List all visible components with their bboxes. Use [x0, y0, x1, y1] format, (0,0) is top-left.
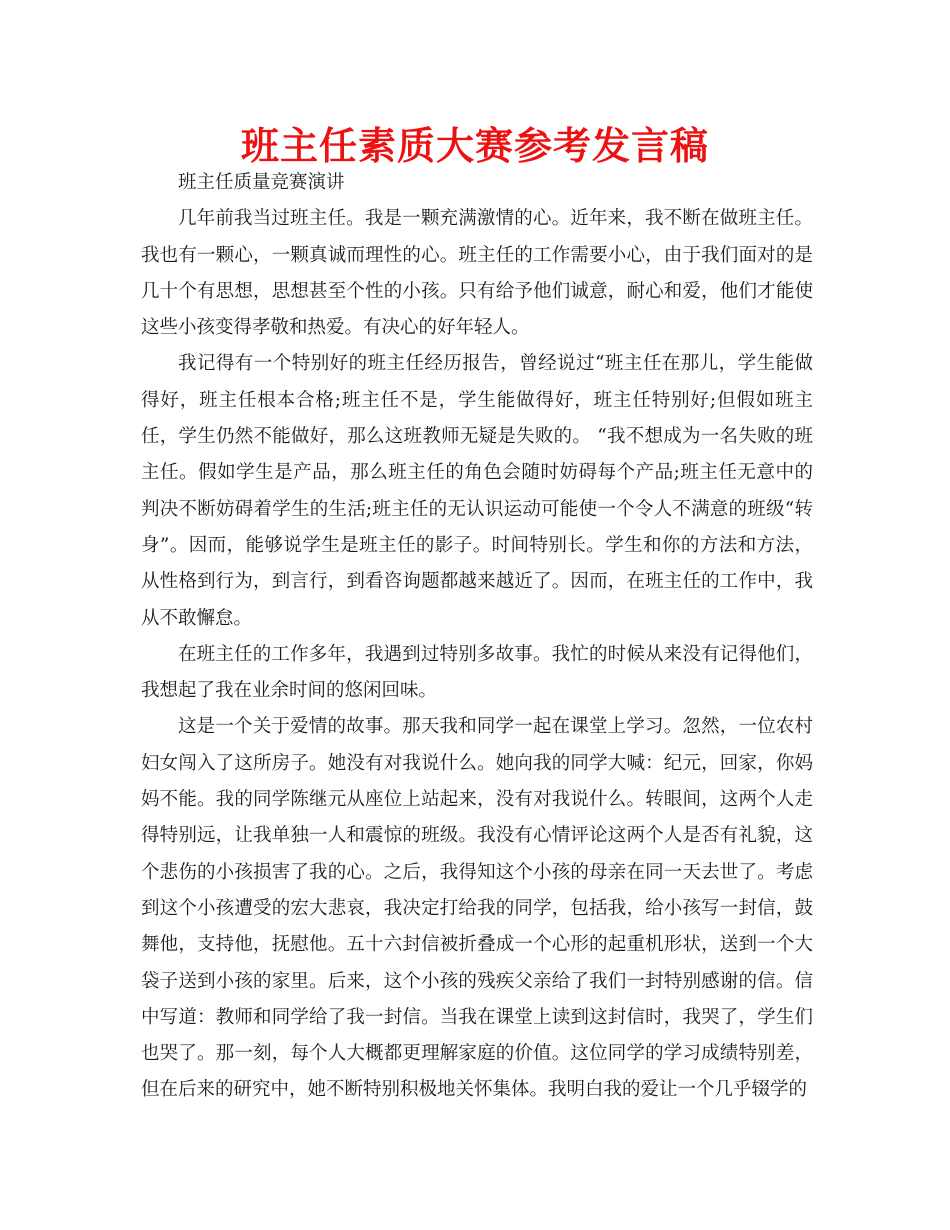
paragraph-3: 在班主任的工作多年，我遇到过特别多故事。我忙的时候从来没有记得他们，我想起了我在业余时间的悠闲回味。: [141, 643, 813, 702]
document-subtitle: 班主任质量竞赛演讲: [178, 172, 345, 193]
paragraph-2: 我记得有一个特别好的班主任经历报告，曾经说过“班主任在那儿，学生能做得好，班主任根本合格;班主任不是，学生能做得好，班主任特别好;但假如班主任，学生仍然不能做好，那么这班教师无疑是失败的。 “我不想成为一名失败的班主任。假如学生是产品，那么班主任的角色会随时妨碍每个产品;班主任无意中的判决不断妨碍着学生的生活;班主任的无认识运动可能使一个令人不满意的班级“转身”。因而，能够说学生是班主任的影子。时间特别长。学生和你的方法和方法，从性格到行为，到言行，到看咨询题都越来越近了。因而，在班主任的工作中，我从不敢懈怠。: [141, 353, 813, 629]
document-title: 班主任素质大赛参考发言稿: [240, 124, 709, 168]
paragraph-1: 几年前我当过班主任。我是一颗充满激情的心。近年来，我不断在做班主任。我也有一颗心，一颗真诚而理性的心。班主任的工作需要小心，由于我们面对的是几十个有思想，思想甚至个性的小孩。只有给予他们诚意，耐心和爱，他们才能使这些小孩变得孝敬和热爱。有决心的好年轻人。: [141, 208, 813, 339]
paragraph-4: 这是一个关于爱情的故事。那天我和同学一起在课堂上学习。忽然，一位农村妇女闯入了这所房子。她没有对我说什么。她向我的同学大喊：纪元，回家，你妈妈不能。我的同学陈继元从座位上站起来，没有对我说什么。转眼间，这两个人走得特别远，让我单独一人和震惊的班级。我没有心情评论这两个人是否有礼貌，这个悲伤的小孩损害了我的心。之后，我得知这个小孩的母亲在同一天去世了。考虑到这个小孩遭受的宏大悲哀，我决定打给我的同学，包括我，给小孩写一封信，鼓舞他，支持他，抚慰他。五十六封信被折叠成一个心形的起重机形状，送到一个大袋子送到小孩的家里。后来，这个小孩的残疾父亲给了我们一封特别感谢的信。信中写道：教师和同学给了我一封信。当我在课堂上读到这封信时，我哭了，学生们也哭了。那一刻，每个人大概都更理解家庭的价值。这位同学的学习成绩特别差，但在后来的研究中，她不断特别积极地关怀集体。我明白我的爱让一个几乎辍学的: [141, 716, 813, 1101]
document-body: [141, 165, 813, 1109]
